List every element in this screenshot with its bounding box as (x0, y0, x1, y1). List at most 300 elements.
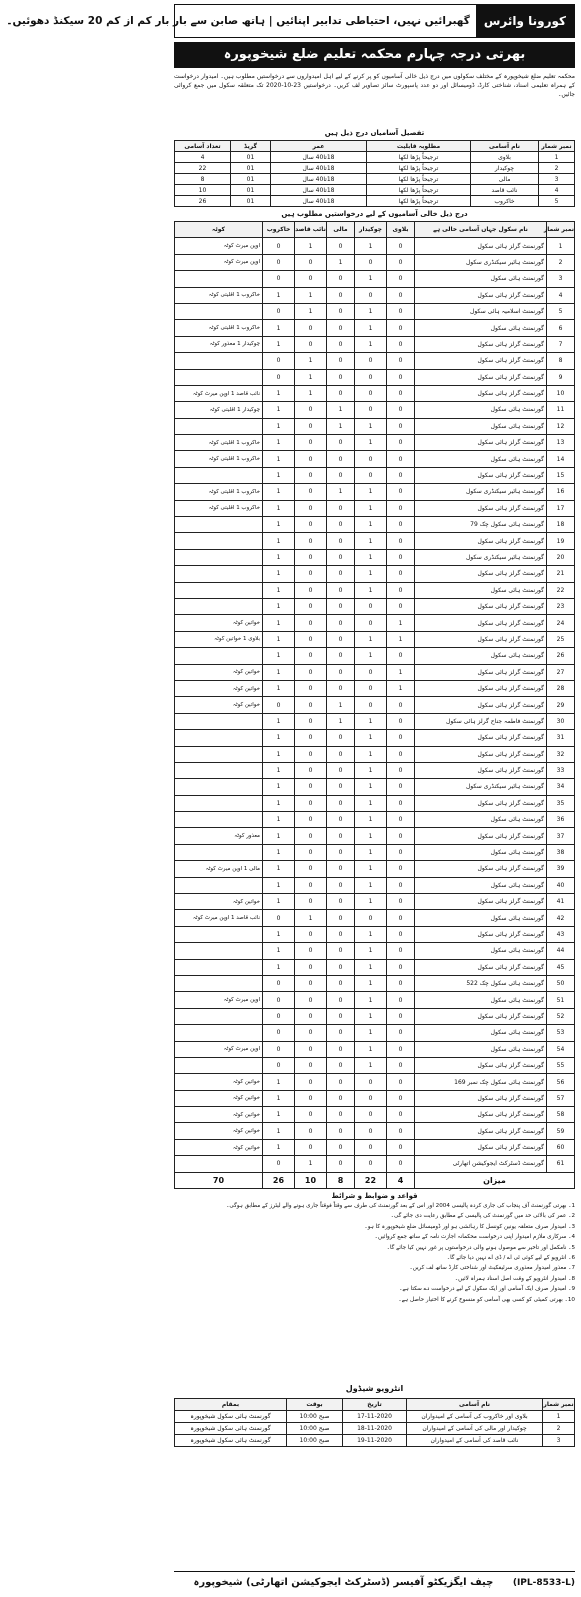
table-cell: نائب قاصد 1 اوپن میرٹ کوٹہ (175, 385, 263, 401)
table-row (175, 303, 575, 319)
table-cell: 1 (355, 418, 387, 434)
total-value: 70 (175, 1172, 263, 1188)
table-cell: 0 (387, 484, 415, 500)
table-cell (175, 648, 263, 664)
table-cell: 1 (355, 648, 387, 664)
table-cell: 0 (387, 779, 415, 795)
table-row (175, 779, 575, 795)
table-cell: 0 (387, 697, 415, 713)
table-cell: 0 (295, 615, 327, 631)
table-cell: ترجیحاً پڑھا لکھا (367, 174, 471, 185)
table-cell: 26 (175, 196, 231, 207)
table-cell: 0 (263, 1025, 295, 1041)
table-cell: 0 (387, 746, 415, 762)
table-cell: گورنمنٹ گرلز ہائی سکول (415, 1107, 547, 1123)
column-header: نام آسامی (407, 1399, 543, 1411)
table-cell: خواتین کوٹہ (175, 1139, 263, 1155)
table-cell: 0 (355, 369, 387, 385)
table-cell: گورنمنٹ گرلز ہائی سکول (415, 500, 547, 516)
table-cell: 0 (327, 598, 355, 614)
table-cell: 4 (547, 287, 575, 303)
table-cell: 0 (295, 861, 327, 877)
table-cell: 24 (547, 615, 575, 631)
table-cell: 1 (327, 402, 355, 418)
table-cell: 1 (263, 566, 295, 582)
table-cell: اوپن میرٹ کوٹہ (175, 1041, 263, 1057)
table-cell: 4 (175, 152, 231, 163)
table-cell: 1 (263, 648, 295, 664)
table-cell: 0 (387, 959, 415, 975)
table-cell: صبح 10:00 (287, 1411, 343, 1423)
table-cell: 0 (263, 1008, 295, 1024)
table-cell: گورنمنٹ گرلز ہائی سکول (415, 828, 547, 844)
table-cell: 1 (355, 435, 387, 451)
table-cell: 60 (547, 1139, 575, 1155)
table-cell: 0 (387, 402, 415, 418)
table-cell: 1 (263, 615, 295, 631)
rule-item: 10۔ بھرتی کمیٹی کو کسی بھی آسامی کو منسوخ کرنے کا اختیار حاصل ہے۔ (398, 1296, 575, 1303)
table-cell: 0 (387, 549, 415, 565)
table-cell: 1 (387, 664, 415, 680)
table-cell: 0 (327, 1041, 355, 1057)
table-cell: 1 (263, 500, 295, 516)
table-cell: 0 (295, 844, 327, 860)
table-cell: 0 (327, 894, 355, 910)
rule-item: 4۔ سرکاری ملازم امیدوار اپنی درخواست محکمانہ اجازت نامہ کے ساتھ جمع کروائیں۔ (374, 1234, 575, 1241)
table-row (175, 385, 575, 401)
table-cell: 1 (263, 680, 295, 696)
table-cell: گورنمنٹ ہائی سکول (415, 844, 547, 860)
table-cell (175, 812, 263, 828)
total-label: میزان (415, 1172, 575, 1188)
table-cell: 44 (547, 943, 575, 959)
table-cell: 0 (295, 549, 327, 565)
table-cell: 0 (355, 697, 387, 713)
table-cell: 0 (295, 779, 327, 795)
table-cell: 1 (547, 238, 575, 254)
table-cell: 1 (263, 517, 295, 533)
table-cell: 0 (327, 1008, 355, 1024)
table-row (175, 1074, 575, 1090)
table-cell: 1 (263, 336, 295, 352)
table-cell: 31 (547, 730, 575, 746)
ipl-code: (IPL-8533-L) (512, 1577, 575, 1588)
table-cell: اوپن میرٹ کوٹہ (175, 254, 263, 270)
table-cell: گورنمنٹ ہائیر سیکنڈری سکول (415, 779, 547, 795)
table-cell: گورنمنٹ ہائیر سیکنڈری سکول (415, 484, 547, 500)
total-value: 8 (327, 1172, 355, 1188)
table-cell: 52 (547, 1008, 575, 1024)
table-cell: 1 (355, 484, 387, 500)
table-cell: 20 (547, 549, 575, 565)
table-row (175, 648, 575, 664)
table-cell (175, 926, 263, 942)
table-row (175, 484, 575, 500)
table-row (175, 1041, 575, 1057)
table-row (175, 598, 575, 614)
table-cell: 0 (327, 303, 355, 319)
table-row (175, 877, 575, 893)
table-cell: 1 (263, 746, 295, 762)
advertisement-page (6, 0, 581, 1597)
table-cell: 0 (355, 1074, 387, 1090)
table-cell: 2 (539, 163, 575, 174)
table-cell: 0 (355, 353, 387, 369)
table-row (175, 1411, 575, 1423)
table-cell: 0 (355, 910, 387, 926)
table-cell: 0 (387, 303, 415, 319)
issuing-office: چیف ایگزیکٹو آفیسر (ڈسٹرکٹ ایجوکیشن اتھارٹی) شیخوپورہ (193, 1577, 494, 1588)
table-cell: 1 (263, 664, 295, 680)
table-cell: گورنمنٹ گرلز ہائی سکول (415, 336, 547, 352)
table-cell: خواتین کوٹہ (175, 1123, 263, 1139)
table-cell: خاکروب 1 اقلیتی کوٹہ (175, 451, 263, 467)
table-cell: 0 (263, 1041, 295, 1057)
table-cell: 1 (263, 713, 295, 729)
table-cell: 0 (295, 566, 327, 582)
table-cell: 13 (547, 435, 575, 451)
table-cell: 0 (387, 992, 415, 1008)
table-cell: نائب قاصد (471, 185, 539, 196)
table-row (175, 959, 575, 975)
table-cell: 36 (547, 812, 575, 828)
table-cell: 0 (387, 287, 415, 303)
table-cell: 1 (263, 484, 295, 500)
table-row (175, 730, 575, 746)
table-cell: 0 (355, 1156, 387, 1172)
table-cell: گورنمنٹ گرلز ہائی سکول (415, 861, 547, 877)
table-cell: 1 (263, 1107, 295, 1123)
table-cell: 0 (295, 517, 327, 533)
table-cell: 0 (327, 861, 355, 877)
table-cell: 0 (387, 926, 415, 942)
table-cell (175, 598, 263, 614)
column-header: مالی (327, 222, 355, 238)
table-cell: 0 (387, 467, 415, 483)
table-cell: 1 (355, 238, 387, 254)
table-cell: 0 (295, 320, 327, 336)
table-cell: گورنمنٹ اسلامیہ ہائی سکول (415, 303, 547, 319)
table-cell: 1 (355, 303, 387, 319)
schedule-title: انٹرویو شیڈول (345, 1384, 404, 1394)
table-cell: 0 (387, 500, 415, 516)
table-cell: 0 (355, 451, 387, 467)
table-cell: 0 (327, 1057, 355, 1073)
table-cell: چوکیدار 1 اقلیتی کوٹہ (175, 402, 263, 418)
table-cell (175, 779, 263, 795)
table-cell: گورنمنٹ گرلز ہائی سکول (415, 762, 547, 778)
table-cell: 19 (547, 533, 575, 549)
table-cell: 0 (355, 680, 387, 696)
table-cell: 0 (387, 320, 415, 336)
table-cell: گورنمنٹ گرلز ہائی سکول (415, 533, 547, 549)
table-cell: گورنمنٹ گرلز ہائی سکول (415, 1123, 547, 1139)
table-cell: 0 (387, 533, 415, 549)
column-header: نمبر شمار (543, 1399, 575, 1411)
table-cell: 0 (295, 533, 327, 549)
table-cell: 1 (355, 582, 387, 598)
table-cell: گورنمنٹ گرلز ہائی سکول (415, 1008, 547, 1024)
table-cell: 41 (547, 894, 575, 910)
table-row (175, 435, 575, 451)
table-row (175, 926, 575, 942)
corona-label: کورونا وائرس (476, 5, 574, 37)
table-cell: 0 (327, 1107, 355, 1123)
table-cell: گورنمنٹ گرلز ہائی سکول (415, 631, 547, 647)
table-cell: 0 (327, 1156, 355, 1172)
table-cell: 35 (547, 795, 575, 811)
table-cell: 0 (387, 1008, 415, 1024)
vacancy-details-table (174, 221, 575, 1189)
table-cell: گورنمنٹ گرلز ہائی سکول (415, 894, 547, 910)
table-cell: گورنمنٹ گرلز ہائی سکول (415, 1139, 547, 1155)
table-cell: 0 (295, 664, 327, 680)
page-title: بھرتی درجہ چہارم محکمہ تعلیم ضلع شیخوپورہ (174, 42, 575, 68)
table-cell: 0 (295, 1008, 327, 1024)
table-cell: 0 (327, 1139, 355, 1155)
table-cell: گورنمنٹ ہائی سکول شیخوپورہ (175, 1423, 287, 1435)
table-cell: 0 (263, 992, 295, 1008)
table-row (175, 1008, 575, 1024)
table-row (175, 533, 575, 549)
total-value: 26 (263, 1172, 295, 1188)
rules-list (174, 1202, 575, 1382)
table-cell (175, 533, 263, 549)
table-cell: گورنمنٹ ہائی سکول شیخوپورہ (175, 1435, 287, 1447)
table-cell: 1 (263, 1074, 295, 1090)
table-cell: 0 (327, 975, 355, 991)
table-cell: 3 (543, 1435, 575, 1447)
table-cell: 18 (547, 517, 575, 533)
table-cell: گورنمنٹ گرلز ہائی سکول (415, 959, 547, 975)
table-cell: 0 (387, 812, 415, 828)
table-cell: 1 (295, 303, 327, 319)
table-cell: 0 (387, 254, 415, 270)
table-cell: 0 (295, 451, 327, 467)
table-cell (175, 1057, 263, 1073)
table-cell: ترجیحاً پڑھا لکھا (367, 185, 471, 196)
table-row (175, 353, 575, 369)
table-cell: 0 (327, 631, 355, 647)
table-cell: 0 (263, 910, 295, 926)
table-row (175, 1057, 575, 1073)
table-cell: 0 (295, 828, 327, 844)
table-row (175, 287, 575, 303)
details-caption: درج ذیل خالی آسامیوں کے لیے درخواستیں مطلوب ہیں (281, 210, 468, 218)
table-cell: 1 (327, 697, 355, 713)
table-cell: 51 (547, 992, 575, 1008)
table-cell: 0 (327, 533, 355, 549)
table-cell: 1 (295, 910, 327, 926)
table-cell: 22 (547, 582, 575, 598)
table-row (175, 451, 575, 467)
table-cell: 14 (547, 451, 575, 467)
table-cell: 16 (547, 484, 575, 500)
table-cell: 0 (387, 877, 415, 893)
column-header: گریڈ (231, 141, 271, 152)
table-cell: 0 (355, 287, 387, 303)
table-cell (175, 746, 263, 762)
table-cell: 56 (547, 1074, 575, 1090)
table-cell (175, 1008, 263, 1024)
table-cell: 0 (327, 877, 355, 893)
table-cell (175, 517, 263, 533)
table-cell: 0 (387, 844, 415, 860)
table-cell: گورنمنٹ گرلز ہائی سکول (415, 795, 547, 811)
table-cell: 1 (355, 959, 387, 975)
table-cell: 1 (263, 926, 295, 942)
column-header: نمبر شمار (547, 222, 575, 238)
table-cell: 11 (547, 402, 575, 418)
table-cell: 1 (355, 549, 387, 565)
column-header: کوٹہ (175, 222, 263, 238)
table-cell: گورنمنٹ ہائی سکول شیخوپورہ (175, 1411, 287, 1423)
posts-summary-table (174, 140, 575, 207)
table-cell: 1 (355, 1025, 387, 1041)
table-row (175, 163, 575, 174)
table-cell: 0 (355, 1123, 387, 1139)
table-cell: 0 (295, 435, 327, 451)
table-cell: خواتین کوٹہ (175, 680, 263, 696)
table-cell: خاکروب 1 اقلیتی کوٹہ (175, 500, 263, 516)
table-cell: 1 (355, 795, 387, 811)
table-cell: 0 (387, 648, 415, 664)
table-cell: 0 (327, 1025, 355, 1041)
table-cell: 0 (295, 418, 327, 434)
table-cell: 0 (295, 402, 327, 418)
total-row (175, 1172, 575, 1188)
table-cell: 26 (547, 648, 575, 664)
intro-paragraph: محکمہ تعلیم ضلع شیخوپورہ کے مختلف سکولوں میں درج ذیل خالی آسامیوں کو پر کرنے کے لیے اہل امیدواروں سے درخواستیں مطلوب ہیں۔ امیدوار درخواست کے ہمراہ تعلیمی اسناد، شناختی کارڈ، ڈومیسائل اور دو عدد پاسپورٹ سائز تصاویر لف کریں۔ درخواستیں 23-10-2020 تک متعلقہ سکول میں جمع کروائی جائیں۔ (174, 73, 575, 98)
table-cell: 40 (547, 877, 575, 893)
table-cell: خاکروب (471, 196, 539, 207)
table-cell: 0 (387, 1123, 415, 1139)
table-cell: گورنمنٹ ہائی سکول (415, 910, 547, 926)
table-cell: 1 (355, 762, 387, 778)
table-cell: گورنمنٹ ہائی سکول (415, 1041, 547, 1057)
table-cell (175, 713, 263, 729)
table-cell: 0 (387, 1090, 415, 1106)
table-cell: 37 (547, 828, 575, 844)
table-cell: 0 (387, 828, 415, 844)
table-cell: گورنمنٹ گرلز ہائی سکول (415, 664, 547, 680)
table-cell: 0 (295, 1090, 327, 1106)
table-cell: 0 (327, 582, 355, 598)
table-cell: 0 (327, 451, 355, 467)
table-cell: 0 (327, 1074, 355, 1090)
table-cell: 34 (547, 779, 575, 795)
table-cell: 39 (547, 861, 575, 877)
table-cell: گورنمنٹ گرلز ہائی سکول (415, 1057, 547, 1073)
table-cell: 1 (355, 779, 387, 795)
table-cell: چوکیدار اور مالی کی آسامی کے امیدواران (407, 1423, 543, 1435)
table-cell: 1 (263, 598, 295, 614)
table-row (175, 369, 575, 385)
table-cell: 0 (387, 336, 415, 352)
table-cell: گورنمنٹ ہائی سکول (415, 402, 547, 418)
table-row (175, 943, 575, 959)
table-cell: 18تا40 سال (271, 196, 367, 207)
table-cell: 0 (295, 1057, 327, 1073)
table-cell: 0 (327, 615, 355, 631)
table-cell: 0 (263, 303, 295, 319)
table-cell: 0 (387, 730, 415, 746)
table-cell: خواتین کوٹہ (175, 1090, 263, 1106)
table-cell (175, 582, 263, 598)
table-cell: 50 (547, 975, 575, 991)
corona-banner (6, 4, 575, 38)
table-cell: 0 (327, 959, 355, 975)
table-row (175, 828, 575, 844)
table-cell: 0 (327, 828, 355, 844)
table-cell: 0 (387, 762, 415, 778)
table-cell: نائب قاصد 1 اوپن میرٹ کوٹہ (175, 910, 263, 926)
table-cell: 1 (355, 566, 387, 582)
table-cell: گورنمنٹ فاطمہ جناح گرلز ہائی سکول (415, 713, 547, 729)
table-cell: گورنمنٹ ہائی سکول (415, 418, 547, 434)
table-cell: 0 (327, 812, 355, 828)
column-header: بلاوی (387, 222, 415, 238)
table-cell: 27 (547, 664, 575, 680)
total-value: 4 (387, 1172, 415, 1188)
table-cell: 23 (547, 598, 575, 614)
table-cell: 1 (295, 287, 327, 303)
table-cell: 1 (355, 320, 387, 336)
table-row (175, 467, 575, 483)
column-header: خاکروب (263, 222, 295, 238)
table-cell: 1 (327, 484, 355, 500)
table-cell: 1 (355, 894, 387, 910)
table-cell: 0 (327, 648, 355, 664)
table-cell: 0 (295, 959, 327, 975)
table-cell: خواتین کوٹہ (175, 615, 263, 631)
table-cell: 43 (547, 926, 575, 942)
table-cell: گورنمنٹ ہائی سکول (415, 648, 547, 664)
table-cell: 0 (295, 762, 327, 778)
column-header: مطلوبہ قابلیت (367, 141, 471, 152)
table-row (175, 254, 575, 270)
table-cell: 1 (387, 631, 415, 647)
table-cell: 1 (263, 631, 295, 647)
table-cell: 1 (263, 320, 295, 336)
table-cell: 18تا40 سال (271, 163, 367, 174)
table-cell: خواتین کوٹہ (175, 894, 263, 910)
table-cell: 0 (387, 795, 415, 811)
table-cell: 0 (295, 500, 327, 516)
table-row (175, 975, 575, 991)
table-cell: گورنمنٹ ہائی سکول (415, 1025, 547, 1041)
table-cell: گورنمنٹ گرلز ہائی سکول (415, 1090, 547, 1106)
table-cell: گورنمنٹ گرلز ہائی سکول (415, 369, 547, 385)
table-cell: صبح 10:00 (287, 1435, 343, 1447)
table-cell: 0 (387, 861, 415, 877)
column-header: عمر (271, 141, 367, 152)
table-cell: 0 (355, 664, 387, 680)
table-row (175, 1090, 575, 1106)
table-cell: بلاوی اور خاکروب کی آسامی کے امیدواران (407, 1411, 543, 1423)
table-cell: گورنمنٹ ہائی سکول (415, 271, 547, 287)
table-row (175, 1025, 575, 1041)
table-cell: صبح 10:00 (287, 1423, 343, 1435)
table-row (175, 992, 575, 1008)
table-cell (175, 271, 263, 287)
table-cell: 0 (327, 549, 355, 565)
table-cell: 21 (547, 566, 575, 582)
column-header: بوقت (287, 1399, 343, 1411)
table-cell: چوکیدار 1 معذور کوٹہ (175, 336, 263, 352)
rule-item: 6۔ انٹرویو کے لیے کوئی ٹی اے / ڈی اے نہیں دیا جائے گا۔ (446, 1255, 575, 1262)
column-header: نام سکول جہاں آسامی خالی ہے (415, 222, 547, 238)
